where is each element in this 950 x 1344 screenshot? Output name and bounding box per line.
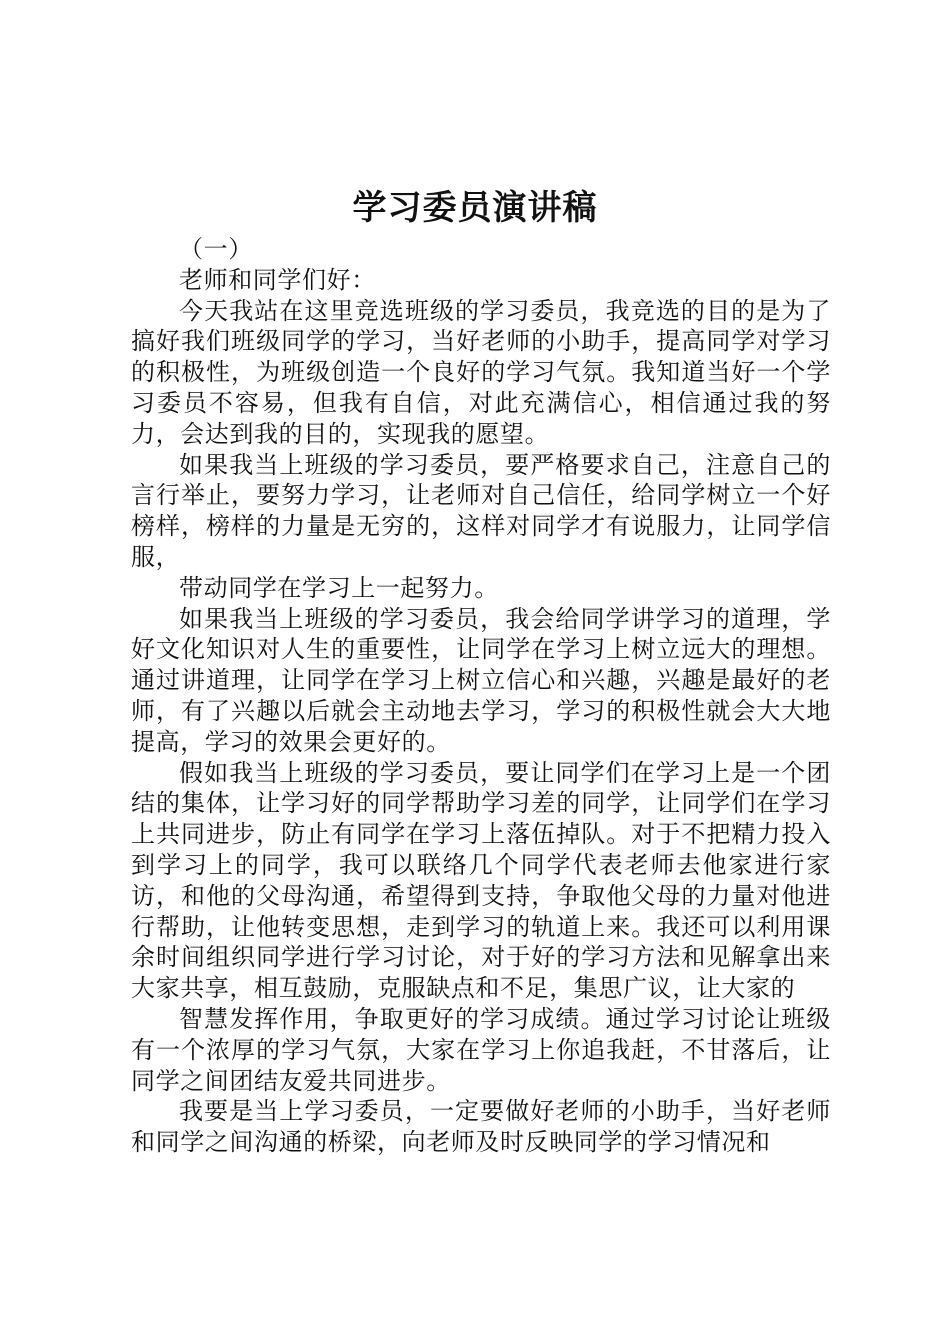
paragraph: 今天我站在这里竞选班级的学习委员，我竞选的目的是为了搞好我们班级同学的学习，当好老师的小助手，提高同学对学习的积极性，为班级创造一个良好的学习气氛。我知道当好一个学习委员不容易，但我有自信，对此充满信心，相信通过我的努力，会达到我的目的，实现我的愿望。 [131, 296, 831, 448]
paragraph: 带动同学在学习上一起努力。 [179, 573, 499, 602]
paragraph: 如果我当上班级的学习委员，要严格要求自己，注意自己的言行举止，要努力学习，让老师对自己信任，给同学树立一个好榜样，榜样的力量是无穷的，这样对同学才有说服力，让同学信服， [131, 450, 831, 571]
paragraph-greeting: 老师和同学们好： [179, 265, 376, 294]
document-body [131, 234, 831, 1158]
paragraph: 如果我当上班级的学习委员，我会给同学讲学习的道理，学好文化知识对人生的重要性，让同学在学习上树立远大的理想。通过讲道理，让同学在学习上树立信心和兴趣，兴趣是最好的老师，有了兴趣以后就会主动地去学习，学习的积极性就会大大地提高，学习的效果会更好的。 [131, 604, 831, 756]
paragraph: 我要是当上学习委员，一定要做好老师的小助手，当好老师和同学之间沟通的桥梁，向老师及时反映同学的学习情况和 [131, 1097, 831, 1157]
paragraph-section-marker: （一） [179, 235, 253, 263]
paragraph: 假如我当上班级的学习委员，要让同学们在学习上是一个团结的集体，让学习好的同学帮助学习差的同学，让同学们在学习上共同进步，防止有同学在学习上落伍掉队。对于不把精力投入到学习上的同学，我可以联络几个同学代表老师去他家进行家访，和他的父母沟通，希望得到支持，争取他父母的力量对他进行帮助，让他转变思想，走到学习的轨道上来。我还可以利用课余时间组织同学进行学习讨论，对于好的学习方法和见解拿出来大家共享，相互鼓励，克服缺点和不足，集思广议，让大家的 [131, 758, 831, 1003]
paragraph: 智慧发挥作用，争取更好的学习成绩。通过学习讨论让班级有一个浓厚的学习气氛，大家在学习上你追我赶，不甘落后，让同学之间团结友爱共同进步。 [131, 1004, 831, 1095]
document-title: 学习委员演讲稿 [352, 188, 598, 228]
